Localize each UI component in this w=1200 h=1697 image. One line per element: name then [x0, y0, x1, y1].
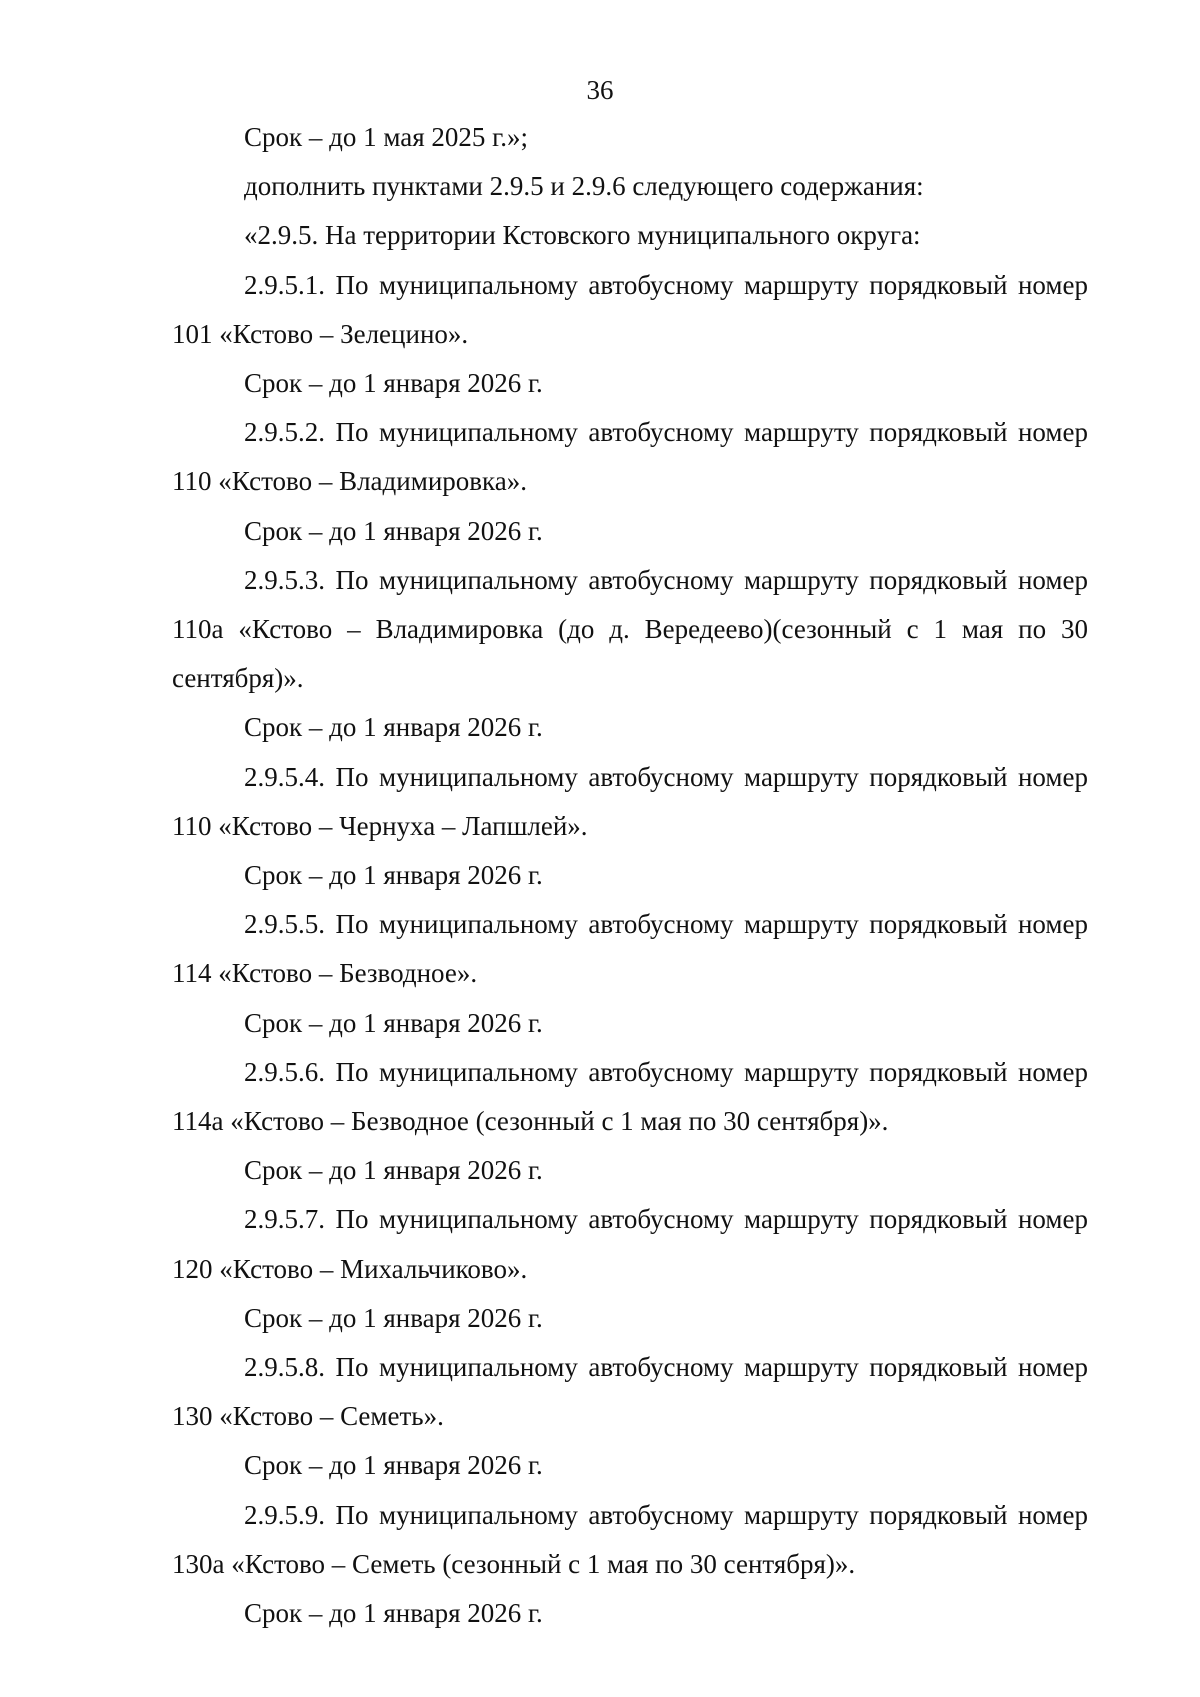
paragraph: 2.9.5.5. По муниципальному автобусному маршруту порядковый номер 114 «Кстово – Безводное». — [172, 909, 1088, 989]
paragraph: Срок – до 1 января 2026 г. — [244, 712, 543, 743]
paragraph: 2.9.5.7. По муниципальному автобусному маршруту порядковый номер 120 «Кстово – Михальчиково». — [172, 1204, 1088, 1284]
paragraph: Срок – до 1 января 2026 г. — [244, 1598, 543, 1629]
paragraph: 2.9.5.2. По муниципальному автобусному маршруту порядковый номер 110 «Кстово – Владимировка». — [172, 417, 1088, 497]
paragraph: 2.9.5.6. По муниципальному автобусному маршруту порядковый номер 114а «Кстово – Безводное (сезонный с 1 мая по 30 сентября)». — [172, 1056, 1088, 1137]
paragraph: 2.9.5.1. По муниципальному автобусному маршруту порядковый номер 101 «Кстово – Зелецино». — [172, 269, 1088, 349]
page-number: 36 — [586, 75, 614, 105]
paragraph: 2.9.5.9. По муниципальному автобусному маршруту порядковый номер 130а «Кстово – Семеть (сезонный с 1 мая по 30 сентября)». — [172, 1499, 1088, 1579]
document-body — [172, 113, 1088, 1638]
paragraph: Срок – до 1 мая 2025 г.»; — [244, 122, 528, 152]
paragraph: 2.9.5.3. По муниципальному автобусному маршруту порядковый номер 110а «Кстово – Владимировка (до д. Вередеево)(сезонный с 1 мая по 30 сентября)». — [172, 564, 1088, 694]
paragraph: 2.9.5.8. По муниципальному автобусному маршруту порядковый номер 130 «Кстово – Семеть». — [172, 1352, 1088, 1432]
paragraph: Срок – до 1 января 2026 г. — [244, 368, 543, 399]
paragraph: 2.9.5.4. По муниципальному автобусному маршруту порядковый номер 110 «Кстово – Чернуха – Лапшлей». — [172, 761, 1088, 841]
paragraph: Срок – до 1 января 2026 г. — [244, 860, 543, 891]
paragraph: Срок – до 1 января 2026 г. — [244, 1155, 543, 1186]
paragraph: Срок – до 1 января 2026 г. — [244, 1007, 543, 1038]
paragraph: Срок – до 1 января 2026 г. — [244, 515, 543, 546]
paragraph: дополнить пунктами 2.9.5 и 2.9.6 следующего содержания: — [244, 171, 924, 202]
paragraph: «2.9.5. На территории Кстовского муниципального округа: — [244, 220, 921, 251]
paragraph: Срок – до 1 января 2026 г. — [244, 1450, 543, 1481]
paragraph: Срок – до 1 января 2026 г. — [244, 1302, 543, 1333]
